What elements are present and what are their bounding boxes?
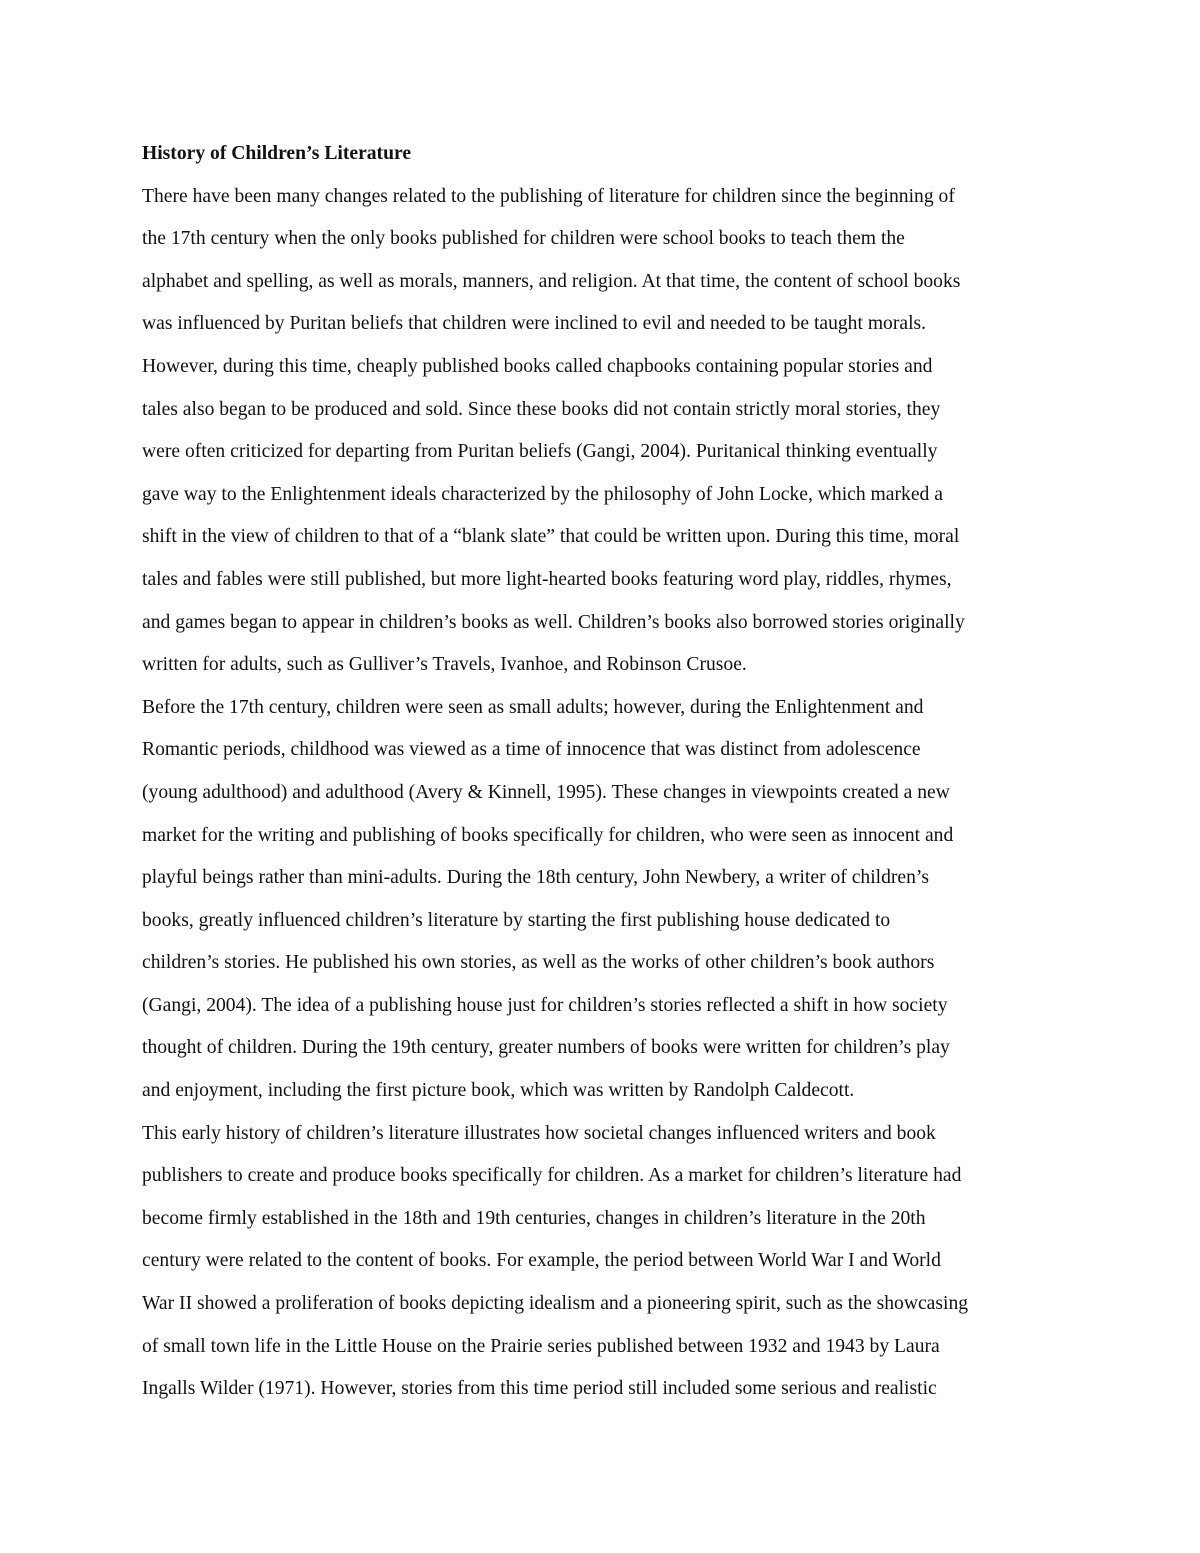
text-line: playful beings rather than mini-adults. During the 18th century, John Newbery, a writer of children’s [142, 867, 929, 889]
document-text [142, 176, 1054, 1411]
text-line: shift in the view of children to that of a “blank slate” that could be written upon. During this time, moral [142, 526, 960, 548]
text-line: and enjoyment, including the first picture book, which was written by Randolph Caldecott. [142, 1080, 855, 1102]
text-line: were often criticized for departing from Puritan beliefs (Gangi, 2004). Puritanical thinking eventually [142, 441, 938, 463]
document-title: History of Children’s Literature [142, 143, 412, 164]
text-line: market for the writing and publishing of books specifically for children, who were seen as innocent and [142, 824, 954, 846]
text-line: There have been many changes related to the publishing of literature for children since the beginning of [142, 185, 955, 207]
text-line: alphabet and spelling, as well as morals, manners, and religion. At that time, the content of school books [142, 270, 961, 292]
text-line: publishers to create and produce books specifically for children. As a market for children’s literature had [142, 1165, 962, 1187]
document-body [142, 133, 1054, 1411]
text-line: (Gangi, 2004). The idea of a publishing house just for children’s stories reflected a shift in how society [142, 994, 948, 1016]
text-line: century were related to the content of books. For example, the period between World War I and World [142, 1250, 941, 1272]
text-line: books, greatly influenced children’s literature by starting the first publishing house dedicated to [142, 909, 891, 931]
text-line: was influenced by Puritan beliefs that children were inclined to evil and needed to be taught morals. [142, 313, 927, 335]
text-line: This early history of children’s literature illustrates how societal changes influenced writers and book [142, 1122, 936, 1144]
text-line: thought of children. During the 19th century, greater numbers of books were written for children’s play [142, 1037, 950, 1059]
text-line: However, during this time, cheaply published books called chapbooks containing popular stories and [142, 355, 933, 377]
text-line: and games began to appear in children’s books as well. Children’s books also borrowed stories originally [142, 611, 965, 633]
text-line: of small town life in the Little House on the Prairie series published between 1932 and 1943 by Laura [142, 1335, 940, 1357]
text-line: War II showed a proliferation of books depicting idealism and a pioneering spirit, such as the showcasing [142, 1293, 969, 1315]
text-line: written for adults, such as Gulliver’s Travels, Ivanhoe, and Robinson Crusoe. [142, 654, 747, 676]
text-line: (young adulthood) and adulthood (Avery & Kinnell, 1995). These changes in viewpoints created a new [142, 781, 950, 803]
text-line: tales also began to be produced and sold. Since these books did not contain strictly moral stories, they [142, 398, 941, 420]
text-line: Before the 17th century, children were seen as small adults; however, during the Enlightenment and [142, 696, 924, 718]
text-line: children’s stories. He published his own stories, as well as the works of other children’s book authors [142, 952, 935, 974]
text-line: gave way to the Enlightenment ideals characterized by the philosophy of John Locke, which marked a [142, 483, 943, 505]
text-line: Romantic periods, childhood was viewed as a time of innocence that was distinct from adolescence [142, 739, 921, 761]
text-line: the 17th century when the only books published for children were school books to teach them the [142, 228, 905, 250]
text-line: tales and fables were still published, but more light-hearted books featuring word play, riddles, rhymes, [142, 568, 952, 590]
text-line: Ingalls Wilder (1971). However, stories from this time period still included some serious and realistic [142, 1378, 937, 1400]
text-line: become firmly established in the 18th and 19th centuries, changes in children’s literature in the 20th [142, 1207, 926, 1229]
